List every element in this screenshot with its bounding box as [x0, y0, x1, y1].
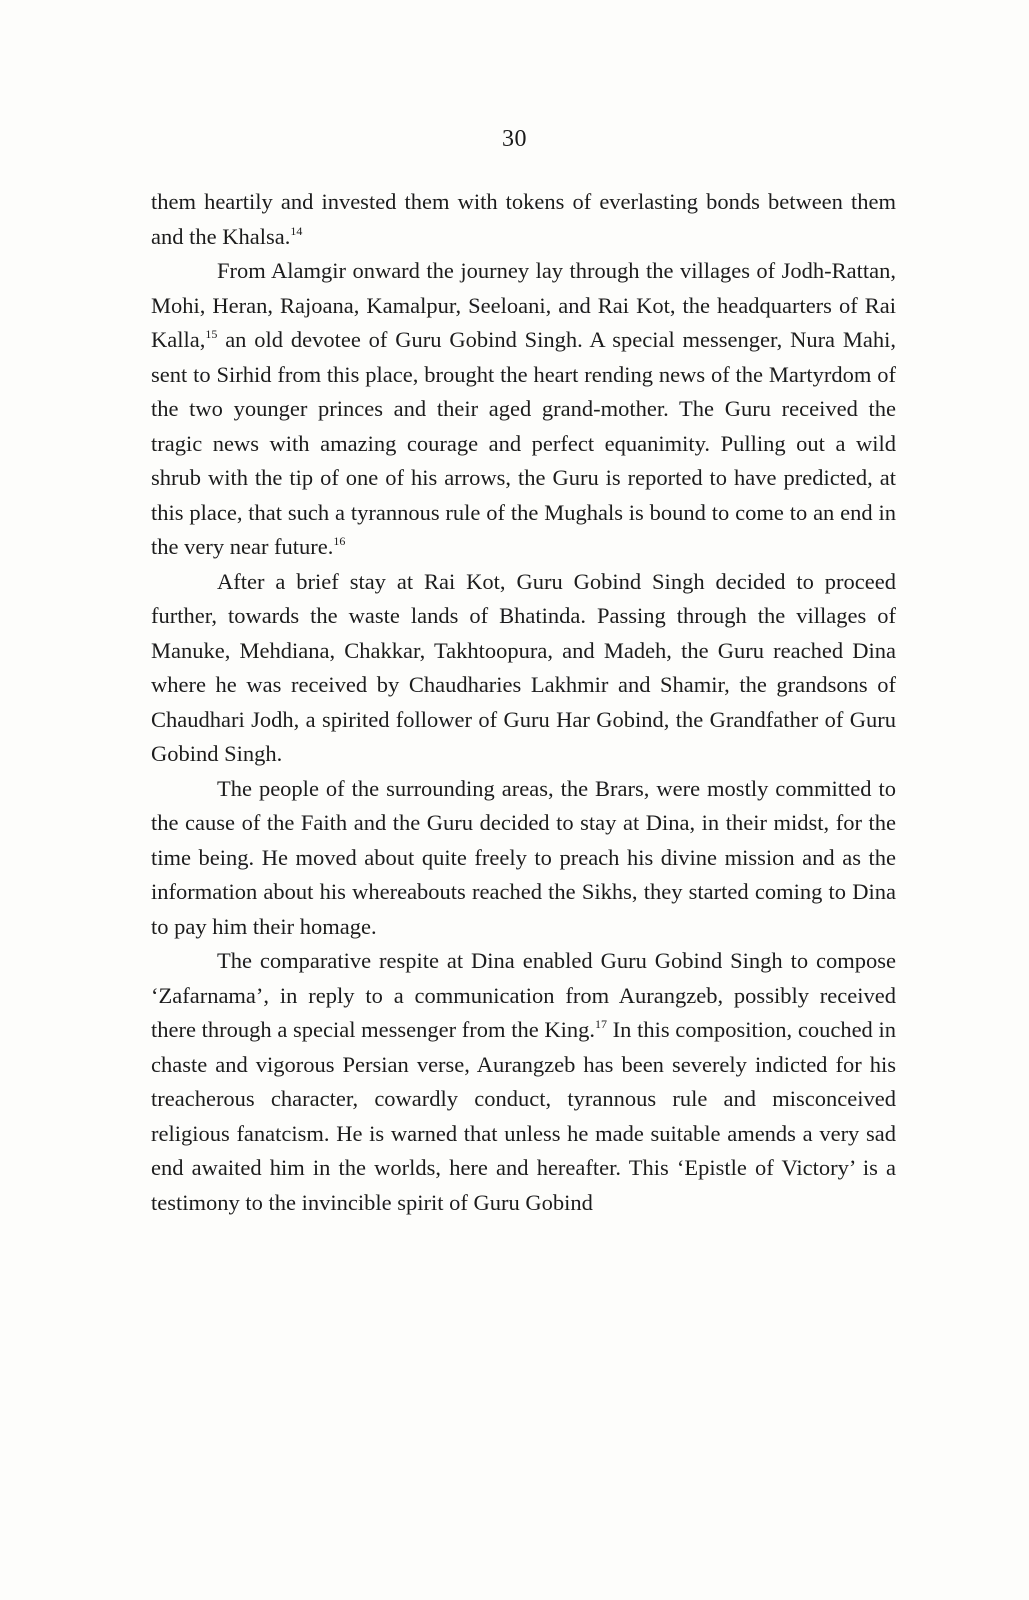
footnote-ref: 15	[205, 327, 218, 341]
paragraph	[151, 254, 896, 565]
paragraph-text: In this composition, couched in chaste and vigorous Persian verse, Aurangzeb has been severely indicted for his treacherous character, cowardly conduct, tyrannous rule and misconceived religious fanatcism. He is warned that unless he made suitable amends a very sad end awaited him in the worlds, here and hereafter. This ‘Epistle of Victory’ is a testimony to the invincible spirit of Guru Gobind	[151, 1017, 896, 1215]
paragraph-text: an old devotee of Guru Gobind Singh. A special messenger, Nura Mahi, sent to Sirhid from this place, brought the heart rending news of the Martyrdom of the two younger princes and their aged grand-mother. The Guru received the tragic news with amazing courage and perfect equanimity. Pulling out a wild shrub with the tip of one of his arrows, the Guru is reported to have predicted, at this place, that such a tyrannous rule of the Mughals is bound to come to an end in the very near future.	[151, 327, 896, 559]
paragraph-text: The people of the surrounding areas, the Brars, were mostly committed to the cause of the Faith and the Guru decided to stay at Dina, in their midst, for the time being. He moved about quite freely to preach his divine mission and as the information about his whereabouts reached the Sikhs, they started coming to Dina to pay him their homage.	[151, 775, 896, 939]
paragraph-text: From Alamgir onward the journey lay through the villages of Jodh-Rattan, Mohi, Heran, Rajoana, Kamalpur, Seeloani, and Rai Kot, the headquarters of Rai Kalla,	[151, 258, 896, 352]
paragraph	[151, 944, 896, 1220]
body-text	[151, 185, 896, 1220]
paragraph	[151, 772, 896, 945]
paragraph-text: them heartily and invested them with tokens of everlasting bonds between them and the Khalsa.	[151, 189, 896, 249]
footnote-ref: 14	[290, 223, 303, 238]
page-number: 30	[502, 126, 527, 152]
paragraph-text: After a brief stay at Rai Kot, Guru Gobind Singh decided to proceed further, towards the waste lands of Bhatinda. Passing through the villages of Manuke, Mehdiana, Chakkar, Takhtoopura, and Madeh, the Guru reached Dina where he was received by Chaudharies Lakhmir and Shamir, the grandsons of Chaudhari Jodh, a spirited follower of Guru Har Gobind, the Grandfather of Guru Gobind Singh.	[151, 568, 896, 766]
footnote-ref: 16	[333, 534, 346, 548]
paragraph	[151, 185, 896, 254]
paragraph	[151, 565, 896, 772]
paragraph-text: The comparative respite at Dina enabled Guru Gobind Singh to compose ‘Zafarnama’, in reply to a communication from Aurangzeb, possibly received there through a special messenger from the King.	[151, 948, 896, 1042]
footnote-ref: 17	[595, 1017, 607, 1031]
